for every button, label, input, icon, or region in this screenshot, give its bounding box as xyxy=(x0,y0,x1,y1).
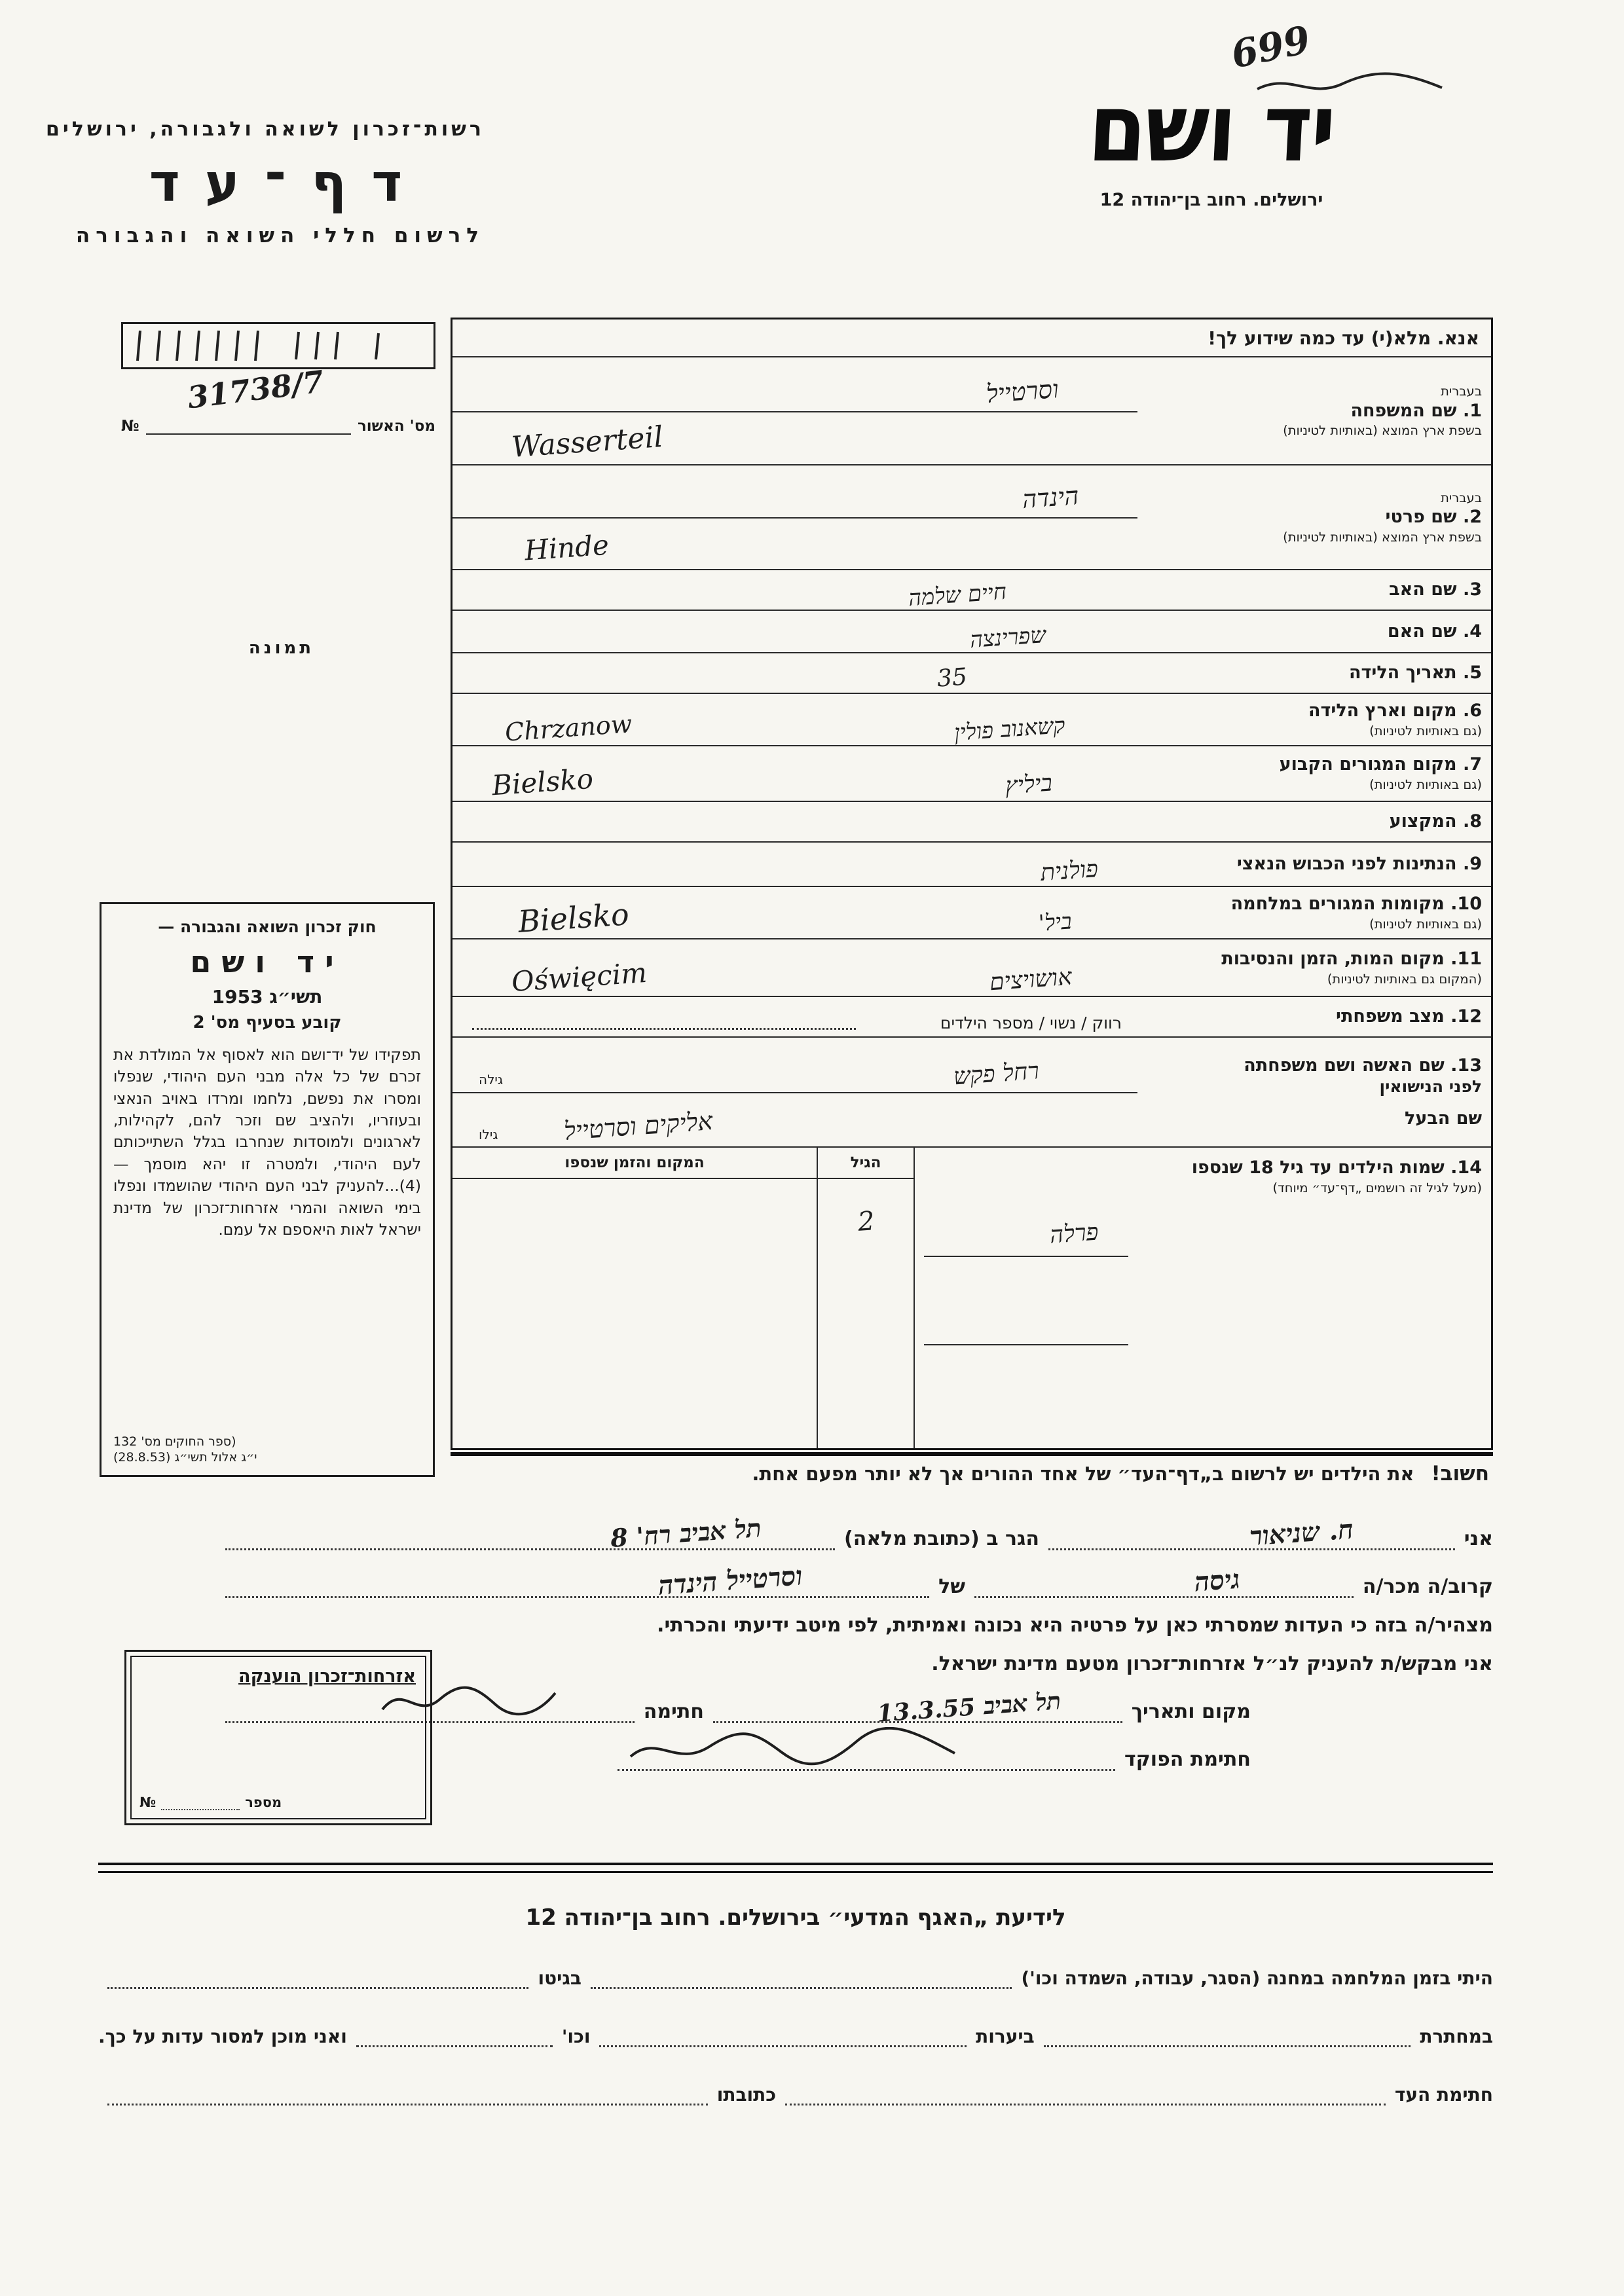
declarant-address-label: הגר ב (כתובת מלאה) xyxy=(844,1527,1040,1550)
declarant-address-line[interactable] xyxy=(225,1513,835,1553)
memorial-number-label: מספר xyxy=(245,1795,282,1810)
handwriting-family-name-hebrew: וסרטייל xyxy=(985,374,1060,409)
field-row-3-father-name xyxy=(452,570,1491,611)
handwriting-place-date: תל אביב 13.3.55 xyxy=(876,1687,1062,1728)
witness-ready-text: ואני מוכן למסור עדות על כך. xyxy=(98,2026,347,2047)
field-7-write-area[interactable] xyxy=(452,746,1137,801)
law-footnote-line2: י״ג אלול תשי״ג (28.8.53) xyxy=(113,1450,257,1465)
handwriting-citizenship: פולנית xyxy=(1039,855,1099,887)
underground-label: במחתרת xyxy=(1420,2026,1493,2047)
field-10-number: 10. xyxy=(1450,893,1482,914)
declarant-name-line[interactable] xyxy=(1048,1514,1455,1552)
field-9-label: הנתינות לפני הכבוש הנאצי xyxy=(1236,854,1457,875)
field-13-husband-label: שם הבעל xyxy=(1404,1108,1482,1129)
memorial-citizenship-box xyxy=(124,1650,432,1825)
yad-vashem-logo: יד ושם xyxy=(1085,73,1338,183)
field-2-above-label: בעברית xyxy=(1441,490,1482,505)
wife-age-label: גילה xyxy=(479,1072,504,1087)
witness-signature-row xyxy=(98,2077,1493,2105)
handwriting-mother-name: שפרינצה xyxy=(969,621,1047,654)
field-13-write-area[interactable] xyxy=(452,1038,1137,1146)
field-row-2-first-name xyxy=(452,465,1491,570)
field-row-7-permanent-residence xyxy=(452,746,1491,802)
field-row-12-marital-status xyxy=(452,997,1491,1038)
form-subtitle: לרשום חללי השואה והגבורה xyxy=(75,224,485,247)
field-row-5-birth-date xyxy=(452,653,1491,694)
declaration-statement: מצהיר/ה בזה כי העדות שמסרתי כאן על פרטיה היא נכונה ואמיתית, לפי מיטב ידיעתי והכרתי. xyxy=(657,1614,1493,1637)
age-column-header: הגיל xyxy=(818,1148,913,1179)
field-11-below-label: (המקום גם באותיות לטיניות) xyxy=(1327,971,1482,987)
approval-number-label: מס' האשור xyxy=(357,418,435,435)
witness-address-line[interactable] xyxy=(107,2077,708,2105)
handwriting-wartime-residence-latin: Bielsko xyxy=(517,896,631,939)
field-11-number: 11. xyxy=(1450,948,1482,969)
photo-area-label: תמונה xyxy=(248,638,315,658)
important-note-strip xyxy=(451,1452,1493,1491)
memorial-number-line[interactable] xyxy=(161,1793,240,1810)
forests-line[interactable] xyxy=(599,2019,967,2047)
field-7-below-label: (גם באותיות לטיניות) xyxy=(1369,777,1482,793)
handwriting-birth-place-latin: Chrzanow xyxy=(504,709,633,747)
handwriting-first-name-latin: Hinde xyxy=(523,528,610,567)
camp-line[interactable] xyxy=(591,1961,1012,1989)
children-count-leader-line[interactable] xyxy=(472,1028,856,1030)
signature-label: חתימה xyxy=(643,1700,704,1723)
camp-label: היתי בזמן המלחמה במחנה (הסגר, עבודה, השמדה וכו') xyxy=(1021,1967,1493,1989)
handwriting-wife-name: רחל פקש xyxy=(952,1057,1041,1091)
office-address: ירושלים. רחוב בן־יהודה 12 xyxy=(1099,190,1323,211)
field-3-write-area[interactable] xyxy=(452,570,1137,610)
field-5-label: תאריך הלידה xyxy=(1348,663,1457,683)
field-3-label: שם האב xyxy=(1389,579,1457,600)
deceased-name-line[interactable] xyxy=(225,1560,929,1601)
memorial-citizenship-title: אזרחות־זכרון הוענקה xyxy=(238,1666,416,1686)
footer-section xyxy=(98,1863,1493,2105)
field-3-number: 3. xyxy=(1462,579,1482,600)
field-10-label: מקומות המגורים במלחמה xyxy=(1230,893,1445,914)
field-1-below-label: בשפת ארץ המוצא (באותיות לטיניות) xyxy=(1283,423,1482,439)
field-12-number: 12. xyxy=(1450,1006,1482,1027)
handwriting-death-place-hebrew: אושויצים xyxy=(989,963,1073,996)
field-row-6-birth-place xyxy=(452,694,1491,746)
child-name-line[interactable] xyxy=(924,1256,1128,1257)
corner-number-text: 699 xyxy=(1227,17,1314,77)
memorial-citizenship-number-row xyxy=(139,1793,282,1810)
field-14-label: שמות הילדים עד גיל 18 שנספו xyxy=(1191,1157,1445,1178)
field-6-number: 6. xyxy=(1462,700,1482,721)
important-word: חשוב! xyxy=(1431,1462,1489,1485)
field-1-write-area[interactable] xyxy=(452,357,1137,464)
handwriting-child-name: פרלה xyxy=(1048,1218,1099,1249)
field-row-10-wartime-residence xyxy=(452,887,1491,939)
fill-in-instruction-row xyxy=(452,319,1491,357)
header-logo-block xyxy=(1022,73,1401,211)
place-column-header: המקום והזמן שנספו xyxy=(452,1148,817,1179)
field-8-write-area[interactable] xyxy=(452,802,1137,841)
field-row-11-place-of-death xyxy=(452,939,1491,997)
underground-line[interactable] xyxy=(1044,2019,1411,2047)
main-form-table xyxy=(451,318,1493,1450)
handwriting-relationship: גיסה xyxy=(1193,1563,1241,1598)
tally-marks-box xyxy=(121,322,435,369)
field-11-label: מקום המות, הזמן והנסיבות xyxy=(1221,948,1445,969)
field-13-label-line2: לפני הנישואין xyxy=(1379,1077,1482,1097)
field-14-number: 14. xyxy=(1450,1157,1482,1178)
law-heading-section: קובע בסעיף מס' 2 xyxy=(193,1013,342,1032)
husband-age-label: גילו xyxy=(479,1127,498,1142)
field-7-number: 7. xyxy=(1462,754,1482,775)
law-heading-yad-vashem: יד ושם xyxy=(190,944,344,979)
field-row-1-family-name xyxy=(452,357,1491,465)
of-label: של xyxy=(938,1575,965,1598)
field-4-write-area[interactable] xyxy=(452,611,1137,652)
handwriting-birth-date: 35 xyxy=(936,663,969,693)
law-body-text: תפקידו של יד־ושם הוא לאסוף אל המולדת את זכרם של כל אלה מבני העם היהודי, שנפלו ומסרו את נפשם, נלחמו ומרדו באויב הנאצי ובעוזריו, ולהציב שם וזכר להם, לקהילות, לארגונים ולמוסדות שנחרבו בגלל השתייכותם לעם היהודי, ולמטרה זו יהא מוסמך — (4)...להעניק לבני העם היהודי שהושמדו ונפלו בימי השואה והמרי אזרחות־זכרון של מדינת ישראל לאות היאספם אל עמם. xyxy=(113,1046,421,1239)
law-heading-line1: חוק זכרון השואה והגבורה — xyxy=(158,917,377,936)
form-title: דף־עד xyxy=(149,153,428,213)
footer-divider-bottom xyxy=(98,1871,1493,1873)
marital-status-options: רווק / נשוי / מספר הילדים xyxy=(940,1013,1122,1032)
handwriting-first-name-hebrew: הינדה xyxy=(1021,481,1080,514)
field-1-label: שם המשפחה xyxy=(1350,400,1457,421)
ghetto-label: בגיטו xyxy=(538,1967,581,1989)
field-12-label: מצב משפחתי xyxy=(1336,1006,1445,1027)
forests-label: ביערות xyxy=(976,2026,1035,2047)
field-row-4-mother-name xyxy=(452,611,1491,653)
witness-address-label: כתובתו xyxy=(716,2084,777,2105)
handwriting-death-place-latin: Oświęcim xyxy=(510,956,648,998)
field-14-below-label: (מעל לגיל זה רושמים „דף־עד״ מיוחד) xyxy=(1272,1180,1482,1195)
field-9-number: 9. xyxy=(1462,854,1482,875)
children-place-column[interactable] xyxy=(452,1148,817,1448)
field-12-write-area[interactable] xyxy=(452,997,1137,1036)
relationship-row xyxy=(216,1560,1493,1601)
field-row-8-profession xyxy=(452,802,1491,843)
header-left-block xyxy=(45,118,485,247)
place-date-label: מקום ותאריך xyxy=(1131,1700,1251,1723)
etc-line[interactable] xyxy=(356,2019,553,2047)
clerk-signature-label: חתימת הפוקד xyxy=(1124,1748,1251,1771)
field-1-number: 1. xyxy=(1462,400,1482,421)
field-9-write-area[interactable] xyxy=(452,843,1137,886)
field-2-label: שם פרטי xyxy=(1385,507,1457,528)
citizenship-request-statement: אני מבקש/ת להעניק לנ״ל אזרחות־זכרון מטעם מדינת ישראל. xyxy=(931,1652,1493,1675)
field-6-label: מקום וארץ הלידה xyxy=(1308,700,1457,721)
declarant-i-label: אני xyxy=(1464,1527,1493,1550)
field-8-number: 8. xyxy=(1462,811,1482,832)
handwriting-residence-hebrew: ביליץ xyxy=(1004,769,1054,800)
field-4-number: 4. xyxy=(1462,621,1482,642)
approval-number-line[interactable] xyxy=(146,414,351,435)
underground-forests-row xyxy=(98,2019,1493,2047)
relationship-line[interactable] xyxy=(974,1563,1354,1598)
footer-divider-top xyxy=(98,1863,1493,1865)
field-13-number: 13. xyxy=(1450,1055,1482,1076)
handwriting-residence-latin: Bielsko xyxy=(490,762,595,802)
scientific-branch-notice: לידיעת „האגף המדעי״ בירושלים. רחוב בן־יהודה 12 xyxy=(525,1904,1066,1931)
tally-marks-icon xyxy=(123,324,434,367)
field-5-write-area[interactable] xyxy=(452,653,1137,693)
law-text-box xyxy=(100,902,435,1477)
camp-ghetto-row xyxy=(98,1961,1493,1989)
child-name-line-2[interactable] xyxy=(924,1344,1128,1345)
law-heading-year: תשי״ג 1953 xyxy=(212,986,323,1008)
field-10-below-label: (גם באותיות לטיניות) xyxy=(1369,916,1482,932)
authority-name: רשות־זכרון לשואה ולגבורה, ירושלים xyxy=(45,118,485,141)
field-row-9-citizenship xyxy=(452,843,1491,887)
field-2-below-label: בשפת ארץ המוצא (באותיות לטיניות) xyxy=(1283,529,1482,545)
handwriting-child-age: 2 xyxy=(856,1206,876,1237)
handwriting-birth-place-hebrew: קשאנוב פולין xyxy=(953,712,1067,746)
law-footnote-line1: (ספר החוקים מס' 132 xyxy=(113,1434,236,1449)
field-1-above-label: בעברית xyxy=(1441,384,1482,399)
important-text: את הילדים יש לרשום ב„דף־העד״ של אחד ההורים אך לא יותר מפעם אחת. xyxy=(752,1463,1414,1485)
field-row-13-spouse xyxy=(452,1038,1491,1148)
handwriting-declarant-name: ח. שניאור xyxy=(1248,1514,1354,1552)
approval-number-block xyxy=(121,363,435,435)
field-7-label: מקום המגורים הקבוע xyxy=(1279,754,1457,775)
clerk-signature-line[interactable] xyxy=(618,1740,1115,1771)
handwriting-approval-number: 31738/7 xyxy=(185,363,326,416)
etc-label: וכו' xyxy=(561,2026,591,2047)
field-8-label: המקצוע xyxy=(1389,811,1457,832)
relative-label: קרוב/ה מכר/ה xyxy=(1362,1575,1493,1598)
memorial-numero-sign: № xyxy=(139,1795,157,1810)
declarant-identity-row xyxy=(216,1513,1493,1553)
children-age-column[interactable] xyxy=(817,1148,915,1448)
clerk-signature-scribble xyxy=(624,1727,965,1773)
law-footnote xyxy=(113,1434,421,1466)
field-13-label-line1: שם האשה ושם משפחתה xyxy=(1244,1055,1445,1076)
fill-in-instruction: אנא. מלא(י) עד כמה שידוע לך! xyxy=(1208,327,1479,349)
field-2-number: 2. xyxy=(1462,507,1482,528)
place-date-line[interactable] xyxy=(713,1687,1122,1728)
children-names-column[interactable] xyxy=(915,1148,1137,1448)
handwriting-declarant-address: תל אביב רח' 8 xyxy=(610,1513,763,1553)
field-6-write-area[interactable] xyxy=(452,694,1137,745)
field-6-below-label: (גם באותיות לטיניות) xyxy=(1369,723,1482,738)
numero-sign: № xyxy=(121,418,139,435)
children-table xyxy=(452,1148,1137,1448)
witness-signature-label: חתימת העד xyxy=(1394,2084,1493,2105)
handwriting-husband-name: אליקים וסרטייל xyxy=(563,1106,714,1146)
witness-signature-line[interactable] xyxy=(785,2077,1386,2105)
field-4-label: שם האם xyxy=(1387,621,1457,642)
field-11-write-area[interactable] xyxy=(452,939,1137,996)
handwriting-wartime-residence-hebrew: ביל' xyxy=(1038,908,1073,937)
field-5-number: 5. xyxy=(1462,663,1482,683)
field-row-14-children xyxy=(452,1148,1491,1448)
field-2-write-area[interactable] xyxy=(452,465,1137,569)
handwriting-deceased-name: וסרטייל הינדה xyxy=(657,1560,803,1601)
handwriting-father-name: חיים שלמה xyxy=(907,578,1008,612)
field-10-write-area[interactable] xyxy=(452,887,1137,938)
ghetto-line[interactable] xyxy=(107,1961,529,1989)
handwriting-family-name-latin: Wasserteil xyxy=(510,420,665,465)
